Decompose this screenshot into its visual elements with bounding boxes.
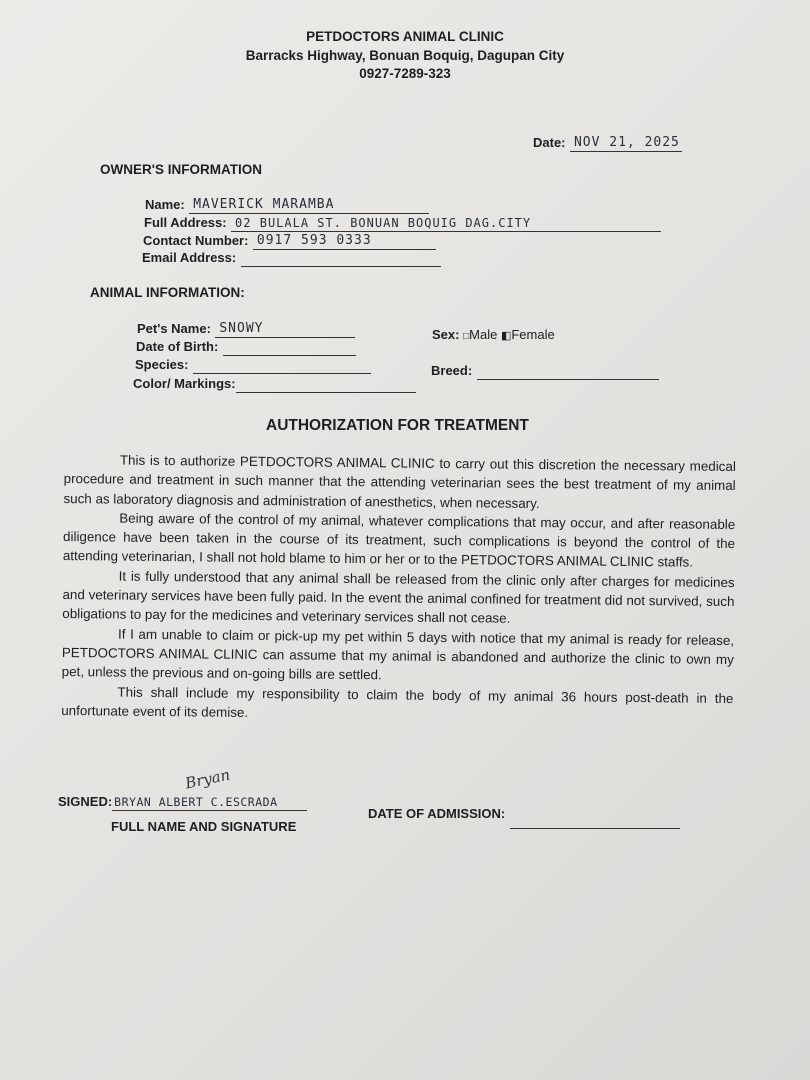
contact-label: Contact Number: <box>143 233 249 248</box>
male-checkbox[interactable]: □ <box>463 331 470 342</box>
address-value: 02 BULALA ST. BONUAN BOQUIG DAG.CITY <box>235 216 532 230</box>
color-input[interactable] <box>236 378 416 393</box>
authorization-title: AUTHORIZATION FOR TREATMENT <box>266 417 529 434</box>
color-field <box>133 375 416 393</box>
breed-field <box>431 362 659 380</box>
date-input[interactable] <box>570 137 682 152</box>
clinic-address: Barracks Highway, Bonuan Boquig, Dagupan City <box>245 48 565 63</box>
clinic-name: PETDOCTORS ANIMAL CLINIC <box>306 29 504 44</box>
address-input[interactable] <box>231 217 661 232</box>
signed-input[interactable] <box>112 796 307 811</box>
paragraph-4: If I am unable to claim or pick-up my pet within 5 days with notice that my animal is ready for release, PETDOCTORS ANIMAL CLINIC can assume that my animal is abandoned and authorize the clinic to own my pet, unless the previous and on-going bills are settled. <box>61 626 735 683</box>
pet-name-value: SNOWY <box>219 321 264 336</box>
pet-name-field <box>137 320 355 338</box>
name-label: Name: <box>145 197 185 212</box>
male-label: Male <box>469 327 498 342</box>
female-label: Female <box>511 327 555 342</box>
name-input[interactable] <box>189 199 429 214</box>
handwritten-signature: Bryan <box>183 765 232 793</box>
admission-input[interactable] <box>510 814 680 829</box>
signed-name-value: BRYAN ALBERT C.ESCRADA <box>114 795 278 809</box>
species-label: Species: <box>135 357 189 372</box>
sex-label: Sex: <box>432 327 460 342</box>
signed-field <box>58 793 307 811</box>
owner-address-field <box>144 214 661 232</box>
paragraph-3: It is fully understood that any animal shall be released from the clinic only after charges for medicines and veterinary services have been fully paid. In the event the animal confined for treatment did not survived, such obligations to pay for the medicines and veterinary services shall not cease. <box>62 568 735 627</box>
address-label: Full Address: <box>144 215 227 230</box>
paragraph-2: Being aware of the control of my animal, whatever complications that may occur, and after reasonable diligence have been taken in the course of its treatment, such complications is beyond the control of the attending veterinarian, I shall not hold blame to him or her or to the PETDOCTORS ANIMAL CLINIC staffs. <box>62 510 736 571</box>
owner-name-field <box>145 196 429 214</box>
email-input[interactable] <box>241 252 441 267</box>
sex-field <box>432 327 555 342</box>
owner-email-field <box>142 249 441 267</box>
dob-label: Date of Birth: <box>136 339 219 354</box>
species-input[interactable] <box>193 359 371 374</box>
clinic-phone: 0927-7289-323 <box>359 66 451 81</box>
color-label: Color/ Markings: <box>133 376 236 391</box>
contact-input[interactable] <box>253 235 436 250</box>
signature-caption: FULL NAME AND SIGNATURE <box>111 819 297 834</box>
date-field <box>533 134 682 152</box>
authorization-body <box>61 450 736 727</box>
dob-input[interactable] <box>223 341 356 356</box>
animal-heading: ANIMAL INFORMATION: <box>90 285 245 300</box>
breed-label: Breed: <box>431 363 473 378</box>
owner-heading: OWNER'S INFORMATION <box>100 162 262 177</box>
signed-label: SIGNED: <box>58 794 113 809</box>
dob-field <box>136 338 356 356</box>
breed-input[interactable] <box>477 365 659 380</box>
date-label: Date: <box>533 135 566 150</box>
paragraph-5: This shall include my responsibility to claim the body of my animal 36 hours post-death in the unfortunate event of its demise. <box>61 684 734 720</box>
email-label: Email Address: <box>142 250 237 265</box>
species-field <box>135 356 371 374</box>
owner-contact-field <box>143 232 436 250</box>
contact-value: 0917 593 0333 <box>256 233 372 248</box>
female-checkbox-checked[interactable]: ◧ <box>500 330 512 342</box>
date-value: NOV 21, 2025 <box>573 135 680 150</box>
paragraph-1: This is to authorize PETDOCTORS ANIMAL CLINIC to carry out this discretion the necessary medical procedure and treatment in such manner that the attending veterinarian sees the best treatment of my animal such as laboratory diagnosis and administration of anesthetics, when necessary. <box>63 452 736 511</box>
admission-field <box>368 805 680 823</box>
name-value: MAVERICK MARAMBA <box>193 197 335 212</box>
admission-label: DATE OF ADMISSION: <box>368 806 506 821</box>
pet-name-label: Pet's Name: <box>137 321 211 336</box>
pet-name-input[interactable] <box>215 323 355 338</box>
